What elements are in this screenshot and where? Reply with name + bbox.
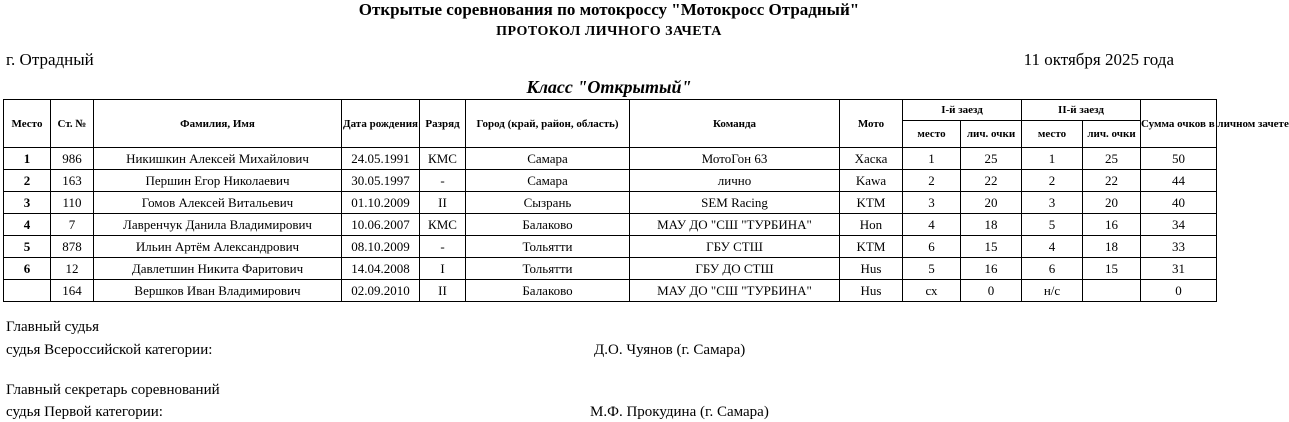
cell-city: Самара [466,148,630,170]
cell-name: Гомов Алексей Витальевич [94,192,342,214]
cell-total: 33 [1141,236,1217,258]
cell-total: 40 [1141,192,1217,214]
col-header-race2-points: лич. очки [1083,121,1141,148]
col-header-moto: Мото [840,100,903,148]
col-header-birth: Дата рождения [342,100,420,148]
col-header-total: Сумма очков в личном зачете [1141,100,1217,148]
cell-team: МотоГон 63 [630,148,840,170]
col-header-number: Ст. № [51,100,94,148]
cell-race1-place: 6 [903,236,961,258]
protocol-subtitle: ПРОТОКОЛ ЛИЧНОГО ЗАЧЕТА [496,24,722,39]
cell-race1-place: 5 [903,258,961,280]
cell-place: 3 [4,192,51,214]
event-city: г. Отрадный [6,50,94,69]
cell-birth: 10.06.2007 [342,214,420,236]
cell-name: Вершков Иван Владимирович [94,280,342,302]
protocol-title: Открытые соревнования по мотокроссу "Мотокросс Отрадный" [358,0,860,19]
cell-race2-place: 2 [1022,170,1083,192]
cell-rank: II [420,192,466,214]
cell-place: 6 [4,258,51,280]
cell-team: SEM Racing [630,192,840,214]
cell-rank: - [420,236,466,258]
col-header-city: Город (край, район, область) [466,100,630,148]
cell-race1-points: 22 [961,170,1022,192]
cell-race1-points: 20 [961,192,1022,214]
cell-race1-place: 1 [903,148,961,170]
class-title: Класс "Открытый" [526,77,692,97]
cell-race2-place: 1 [1022,148,1083,170]
cell-race1-points: 16 [961,258,1022,280]
cell-place: 4 [4,214,51,236]
cell-race2-place: 5 [1022,214,1083,236]
cell-number: 878 [51,236,94,258]
cell-number: 110 [51,192,94,214]
table-row [4,148,1217,170]
cell-race1-place: 3 [903,192,961,214]
cell-moto: Hus [840,258,903,280]
cell-total: 31 [1141,258,1217,280]
cell-moto: Хаска [840,148,903,170]
cell-team: ГБУ СТШ [630,236,840,258]
cell-moto: Hon [840,214,903,236]
cell-city: Балаково [466,280,630,302]
col-header-team: Команда [630,100,840,148]
cell-rank: I [420,258,466,280]
cell-team: лично [630,170,840,192]
cell-place: 1 [4,148,51,170]
cell-rank: - [420,170,466,192]
col-header-place: Место [4,100,51,148]
chief-judge-category: судья Всероссийской категории: [6,342,213,358]
table-row [4,258,1217,280]
cell-name: Ильин Артём Александрович [94,236,342,258]
cell-race2-points: 18 [1083,236,1141,258]
chief-secretary-category: судья Первой категории: [6,404,163,420]
cell-total: 44 [1141,170,1217,192]
cell-race1-points: 25 [961,148,1022,170]
cell-city: Самара [466,170,630,192]
col-header-race1-points: лич. очки [961,121,1022,148]
cell-race2-points: 25 [1083,148,1141,170]
cell-city: Сызрань [466,192,630,214]
cell-birth: 01.10.2009 [342,192,420,214]
cell-team: ГБУ ДО СТШ [630,258,840,280]
cell-total: 34 [1141,214,1217,236]
cell-place: 5 [4,236,51,258]
cell-team: МАУ ДО "СШ "ТУРБИНА" [630,214,840,236]
cell-race2-points: 20 [1083,192,1141,214]
cell-race2-place: н/с [1022,280,1083,302]
cell-total: 0 [1141,280,1217,302]
table-row [4,280,1217,302]
results-table [3,99,1289,302]
col-header-race2: II-й заезд [1022,100,1141,121]
col-header-race1: I-й заезд [903,100,1022,121]
cell-race1-place: 2 [903,170,961,192]
cell-city: Балаково [466,214,630,236]
event-date: 11 октября 2025 года [1023,50,1174,69]
cell-city: Тольятти [466,258,630,280]
cell-race1-points: 15 [961,236,1022,258]
cell-place [4,280,51,302]
cell-moto: Kawa [840,170,903,192]
cell-place: 2 [4,170,51,192]
chief-secretary-name: М.Ф. Прокудина (г. Самара) [590,404,769,420]
col-header-race2-place: место [1022,121,1083,148]
table-row [4,192,1217,214]
cell-name: Лавренчук Данила Владимирович [94,214,342,236]
cell-moto: KTM [840,236,903,258]
cell-race2-points [1083,280,1141,302]
cell-number: 164 [51,280,94,302]
cell-race2-points: 16 [1083,214,1141,236]
col-header-name: Фамилия, Имя [94,100,342,148]
cell-number: 986 [51,148,94,170]
cell-birth: 14.04.2008 [342,258,420,280]
cell-race1-points: 18 [961,214,1022,236]
cell-race2-place: 3 [1022,192,1083,214]
cell-name: Никишкин Алексей Михайлович [94,148,342,170]
cell-rank: КМС [420,148,466,170]
cell-birth: 30.05.1997 [342,170,420,192]
cell-race2-points: 15 [1083,258,1141,280]
chief-judge-name: Д.О. Чуянов (г. Самара) [594,342,746,358]
cell-race2-points: 22 [1083,170,1141,192]
cell-moto: KTM [840,192,903,214]
cell-race1-place: 4 [903,214,961,236]
chief-secretary-title: Главный секретарь соревнований [6,382,220,398]
cell-moto: Hus [840,280,903,302]
cell-race1-points: 0 [961,280,1022,302]
cell-birth: 08.10.2009 [342,236,420,258]
chief-judge-title: Главный судья [6,319,100,335]
table-row [4,214,1217,236]
cell-number: 7 [51,214,94,236]
cell-city: Тольятти [466,236,630,258]
cell-number: 163 [51,170,94,192]
cell-name: Першин Егор Николаевич [94,170,342,192]
col-header-race1-place: место [903,121,961,148]
cell-race2-place: 6 [1022,258,1083,280]
cell-race1-place: сх [903,280,961,302]
table-row [4,236,1217,258]
cell-birth: 24.05.1991 [342,148,420,170]
cell-total: 50 [1141,148,1217,170]
cell-name: Давлетшин Никита Фаритович [94,258,342,280]
table-row [4,170,1217,192]
cell-rank: II [420,280,466,302]
cell-race2-place: 4 [1022,236,1083,258]
cell-birth: 02.09.2010 [342,280,420,302]
col-header-rank: Разряд [420,100,466,148]
cell-number: 12 [51,258,94,280]
cell-team: МАУ ДО "СШ "ТУРБИНА" [630,280,840,302]
cell-rank: КМС [420,214,466,236]
